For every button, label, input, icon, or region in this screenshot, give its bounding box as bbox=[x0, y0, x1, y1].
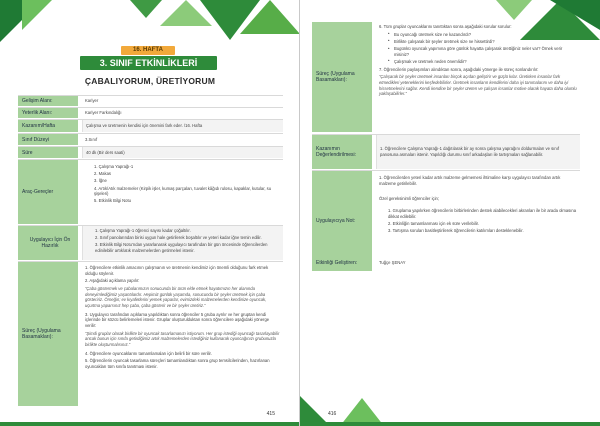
label-gelisim: Gelişim Alanı: bbox=[18, 96, 78, 106]
value-surec bbox=[82, 262, 283, 406]
step-1: 1. Öğrencilere etkinlik amacının çalışmanın ve üretmenin kendimiz için önemli olduğunu fark etmek olduğu söylenir. bbox=[85, 265, 269, 276]
list-item: 3. Tartışma soruları basitleştirilerek öğrencilerin katılımları desteklenebilir. bbox=[388, 228, 524, 234]
label-sinif: Sınıf Düzeyi bbox=[18, 134, 78, 145]
label-arac: Araç-Gereçler bbox=[18, 160, 78, 224]
list-item: 4. Artık/Atık malzemeler (Kirpik işler, kumaş parçaları, tuvalet kâğıdı rulosu, kapaklar, kutular, su şişeleri) bbox=[94, 185, 272, 197]
row-sure bbox=[18, 146, 283, 158]
list-item: 5. Etkinlik Bilgi Notu bbox=[94, 198, 132, 204]
decor-triangle bbox=[496, 0, 532, 20]
decor-triangle bbox=[130, 0, 162, 18]
label-uygulayici-not: Uygulayıcıya Not: bbox=[312, 171, 372, 271]
materials-list bbox=[85, 164, 280, 206]
list-item: 1. Çalışma Yaprağı-1 öğrenci sayısı kadar çoğaltılır. bbox=[95, 228, 191, 233]
row-arac bbox=[18, 159, 283, 224]
decor-triangle bbox=[22, 0, 52, 30]
row-sinif bbox=[18, 133, 283, 145]
list-item: 1. Gruplama yapılırken öğrencilerin birbirlerinden destek alabilecekleri akranları ile bir arada olmasına dikkat edilebilir. bbox=[388, 208, 577, 219]
label-surec-cont: Süreç (Uygulama Basamakları): bbox=[312, 22, 372, 132]
value-arac bbox=[82, 160, 283, 224]
list-item: 2. Makas bbox=[94, 171, 111, 177]
value-sinif: 3.Sınıf bbox=[85, 136, 98, 142]
left-page bbox=[0, 0, 299, 426]
label-kazanim: Kazanım/Hafta bbox=[18, 120, 78, 132]
label-sure: Süre bbox=[18, 147, 78, 158]
value-kazanim: Çalışma ve üretmenin kendisi için önemini fark eder. /16. Hafta bbox=[82, 120, 283, 132]
question-item: • Birlikte çalışarak bir şeyler üretmek size ne hissettirdi? bbox=[387, 39, 577, 45]
developer-row-wrap bbox=[312, 258, 580, 270]
row-uygulayici-not bbox=[312, 170, 580, 271]
notes-content bbox=[379, 175, 577, 235]
quote-1: “Çaba göstermek ve çabalarımızın sonucunda bir ürün elde etmek hayatımızın her alanında deneyimlediğimiz yaşantılardır. Hepimiz günlük yaşamda, sonucunda bir şeyler üretmek için çaba gösteririz. Örneğin; ev kıyafetlerini yemek yaparlar, evimizdeki malzemelerden kendinize oyuncak, uçurtma yaparsınız hep çaba, çaba gösterir ve bir şeyler üretiriz.” bbox=[85, 286, 267, 309]
decor-triangle bbox=[240, 0, 299, 34]
list-item: 3. Etkinlik Bilgi Notu’ndan yararlanarak uygulayıcı tarafından bir gün öncesinde öğrencilerden edinilebilir artık/atık malzemelerden getirmeleri istenir. bbox=[95, 242, 268, 254]
week-badge: 16. HAFTA bbox=[121, 46, 175, 55]
question-item: • Çalışmak ve üretmek neden önemlidir? bbox=[387, 59, 577, 65]
row-hazirlik bbox=[18, 225, 283, 260]
right-page bbox=[300, 0, 600, 426]
row-kazanim bbox=[18, 119, 283, 132]
step-3: 3. Uygulayıcı tarafından açıklama yapıldıktan sonra öğrenciler 5 gruba ayrılır ve her gruptan kendi içlerinde bir sözcü belirlemeleri istenir. Gruplar oluşturulduktan sonra öğrencilere aşağıdaki yönerge verilir: bbox=[85, 311, 270, 329]
label-surec: Süreç (Uygulama Basamakları): bbox=[18, 262, 78, 406]
page-number: 415 bbox=[266, 411, 275, 417]
step-2: 2. Aşağıdaki açıklama yapılır: bbox=[85, 278, 140, 284]
step-7: 7. Öğrencilerin paylaşımları alındıktan sonra, aşağıdaki yönerge ile süreç sonlandırılır: bbox=[379, 66, 539, 72]
process-steps-cont bbox=[379, 24, 577, 100]
value-uygulayici-not bbox=[376, 171, 580, 271]
label-hazirlik: Uygulayıcı İçin Ön Hazırlık bbox=[18, 226, 78, 260]
value-kazanim-degerlendirme: 1. Öğrencilere Çalışma Yaprağı-1 dağıtılarak bir ay sonra çalışma yaprağını doldurmaları ve sınıf panosuna asmaları istenir. Yapıldığı durumu sınıf arkadaşları ile tartışmaları sağlanabilir. bbox=[376, 135, 580, 169]
label-gelistiren: Etkinliği Geliştiren: bbox=[312, 258, 372, 268]
row-gelisim bbox=[18, 95, 283, 106]
step-6: 6. Tüm gruplar oyuncaklarını tanıttıktan sonra aşağıdaki sorular sorulur: bbox=[379, 24, 512, 29]
bottom-strip bbox=[0, 422, 299, 426]
quote-2: “Şimdi gruplar olarak birlikte bir oyuncak tasarlamanızı istiyorum. Her grup istediği oyuncağı tasarlayabilir ancak bunun için sınıfa getirdiğimiz artık malzemelerden istediğiniz kullanarak oyuncağınızı grubunuzla birlikte oluşturmalısınız.” bbox=[85, 330, 280, 348]
note-1: 1. Öğrencilerden yeteri kadar artık malzeme gelmemesi ihtimaline karşı uygulayıcı tarafından artık malzeme getirilebilir. bbox=[379, 175, 561, 186]
value-hazirlik bbox=[82, 226, 283, 260]
label-kazanim-degerlendirme: Kazanımın Değerlendirilmesi: bbox=[312, 135, 372, 169]
special-needs-list bbox=[379, 208, 577, 234]
list-item: 2. Sınıf panolarından birisi uygun hale getirilerek boşaltılır ve yeteri kadar iğne temin edilir. bbox=[95, 235, 262, 241]
question-list bbox=[387, 32, 577, 65]
row-yeterlik bbox=[18, 107, 283, 118]
value-gelistiren: Tuğçe ŞENAY bbox=[379, 260, 406, 266]
value-surec-cont bbox=[376, 22, 580, 132]
step-4: 4. Öğrencilere oyuncaklarını tamamlamaları için belirli bir süre verilir. bbox=[85, 350, 212, 356]
list-item: 2. Etkinliğin tamamlanması için ek süre verilebilir. bbox=[388, 220, 479, 226]
closing-quote: “Çalışarak bir şeyler üretmek insanları birçok açıdan geliştirir ve güçlü kılar. Üretirken insanlar fark etmedikleri yeteneklerini keşfedebilirler. Üretmek insanların kendilerini daha iyi tanımalarını ve daha iyi hissetmelerini sağlar. Kendi kendine bir şeyler üreten ve çalışan insanlar motive olarak hayata daha olumlu yaklaşabilirler.” bbox=[379, 74, 577, 97]
value-yeterlik: Kariyer Farkındalığı bbox=[85, 110, 122, 116]
special-needs-heading: Özel gereksinimli öğrenciler için; bbox=[379, 196, 440, 202]
activity-table-continued bbox=[312, 22, 580, 272]
step-5: 5. Öğrencilerin oyuncak tasarlama süreçleri tamamlandıktan sonra grup temsilcilerinden, hazırlanan oyuncakları tüm sınıfa tanıtması istenir. bbox=[85, 358, 270, 370]
list-item: 1. Çalışma Yaprağı-1 bbox=[94, 164, 134, 169]
activity-table bbox=[18, 95, 283, 405]
row-surec bbox=[18, 261, 283, 406]
row-gelistiren bbox=[312, 258, 580, 268]
question-item: • Bu oyuncağı üretmek size ne kazandırdı? bbox=[387, 32, 577, 38]
activity-subtitle: ÇABALIYORUM, ÜRETİYORUM bbox=[84, 76, 216, 86]
bottom-strip bbox=[300, 422, 600, 426]
label-yeterlik: Yeterlik Alanı: bbox=[18, 108, 78, 118]
question-item: • Bugünkü oyuncak yapımına göre günlük hayatta çalışarak ürettiğiniz neler var? Örnek verir misiniz? bbox=[387, 46, 577, 57]
page-number: 416 bbox=[328, 411, 337, 417]
row-kazanim-degerlendirme bbox=[312, 134, 580, 169]
preparation-list bbox=[86, 228, 280, 255]
value-sure: 40 dk (Bir ders saati) bbox=[82, 147, 283, 158]
process-steps bbox=[85, 265, 280, 370]
page-title: 3. SINIF ETKİNLİKLERİ bbox=[80, 56, 217, 70]
list-item: 3. İğne bbox=[94, 178, 107, 184]
value-gelisim: Kariyer bbox=[85, 98, 99, 104]
row-surec-cont bbox=[312, 22, 580, 132]
